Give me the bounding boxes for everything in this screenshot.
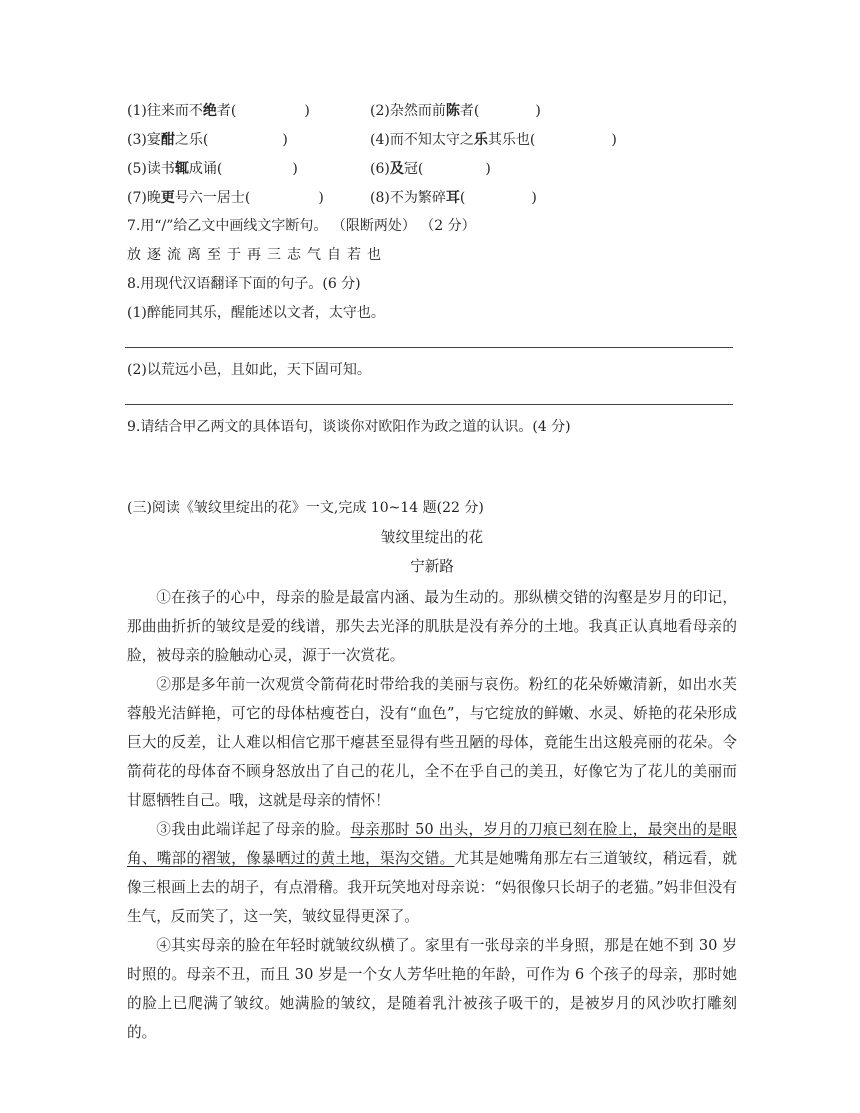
q6-item-5: (5)读书辄成诵( )	[127, 161, 298, 177]
q7-sentence: 放逐流离至于再三志气自若也	[127, 247, 387, 263]
article-author: 宁新路	[410, 558, 454, 575]
key-char: 酣	[160, 132, 175, 148]
q8-question: 8.用现代汉语翻译下面的句子。(6 分)	[127, 276, 361, 292]
q7-question: 7.用“/”给乙文中画线文字断句。 （限断两处） （2 分）	[127, 218, 476, 234]
key-char: 及	[389, 161, 404, 177]
article-body	[127, 583, 737, 1047]
answer-line-2[interactable]	[125, 404, 733, 405]
q9-question: 9.请结合甲乙两文的具体语句，谈谈你对欧阳作为政之道的认识。(4 分)	[127, 419, 571, 435]
q6-item-6: (6)及冠( )	[370, 161, 491, 177]
q6-item-1: (1)往来而不绝者( )	[127, 103, 310, 119]
underlined-sentence: 母亲那时 50 出头，岁月的刀痕已刻在脸上，最突出的是眼角、嘴部的褶皱，像暴晒过的黄土地，渠沟交错。	[127, 821, 737, 867]
q8-sentence-1: (1)醉能同其乐，醒能述以文者，太守也。	[127, 305, 385, 321]
paragraph-4: ④其实母亲的脸在年轻时就皱纹纵横了。家里有一张母亲的半身照，那是在她不到 30 岁时照的。母亲不丑，而且 30 岁是一个女人芳华吐艳的年龄，可作为 6 个孩子的母亲，那时她的脸上已爬满了皱纹。她满脸的皱纹，是随着乳汁被孩子吸干的，是被岁月的风沙吹打雕刻的。	[127, 937, 737, 1041]
key-char: 耳	[445, 190, 460, 206]
key-char: 辄	[174, 161, 189, 177]
article-title: 皱纹里绽出的花	[380, 529, 484, 546]
key-char: 陈	[445, 103, 460, 119]
q6-item-2: (2)杂然而前陈者( )	[370, 103, 541, 119]
q6-item-7: (7)晚更号六一居士( )	[127, 190, 324, 206]
paragraph-3: ③我由此端详起了母亲的脸。母亲那时 50 出头，岁月的刀痕已刻在脸上，最突出的是眼角、嘴部的褶皱，像暴晒过的黄土地，渠沟交错。尤其是她嘴角那左右三道皱纹，稍远看，就像三根画上去的胡子，有点滑稽。我开玩笑地对母亲说：“妈很像只长胡子的老猫。”妈非但没有生气，反而笑了，这一笑，皱纹显得更深了。	[127, 821, 737, 925]
q6-item-3: (3)宴酣之乐( )	[127, 132, 288, 148]
key-char: 乐	[473, 132, 488, 148]
q6-item-4: (4)而不知太守之乐其乐也( )	[370, 132, 617, 148]
paragraph-2: ②那是多年前一次观赏令箭荷花时带给我的美丽与哀伤。粉红的花朵娇嫩清新，如出水芙蓉般光洁鲜艳，可它的母体枯瘦苍白，没有“血色”，与它绽放的鲜嫩、水灵、娇艳的花朵形成巨大的反差，让人难以相信它那干瘪甚至显得有些丑陋的母体，竟能生出这般亮丽的花朵。令箭荷花的母体奋不顾身怒放出了自己的花儿，全不在乎自己的美丑，好像它为了花儿的美丽而甘愿牺牲自己。哦，这就是母亲的情怀！	[127, 676, 737, 809]
answer-line-1[interactable]	[125, 347, 733, 348]
item-number: (1)	[127, 103, 147, 119]
section-heading: (三)阅读《皱纹里绽出的花》一文,完成 10~14 题(22 分)	[127, 500, 484, 516]
key-char: 绝	[202, 103, 217, 119]
key-char: 更	[160, 190, 175, 206]
q6-item-8: (8)不为繁碎耳( )	[370, 190, 537, 206]
paragraph-1: ①在孩子的心中，母亲的脸是最富内涵、最为生动的。那纵横交错的沟壑是岁月的印记，那曲曲折折的皱纹是爱的线谱，那失去光泽的肌肤是没有养分的土地。我真正认真地看母亲的脸，被母亲的脸触动心灵，源于一次赏花。	[127, 589, 737, 664]
q8-sentence-2: (2)以荒远小邑，且如此，天下固可知。	[127, 362, 371, 378]
